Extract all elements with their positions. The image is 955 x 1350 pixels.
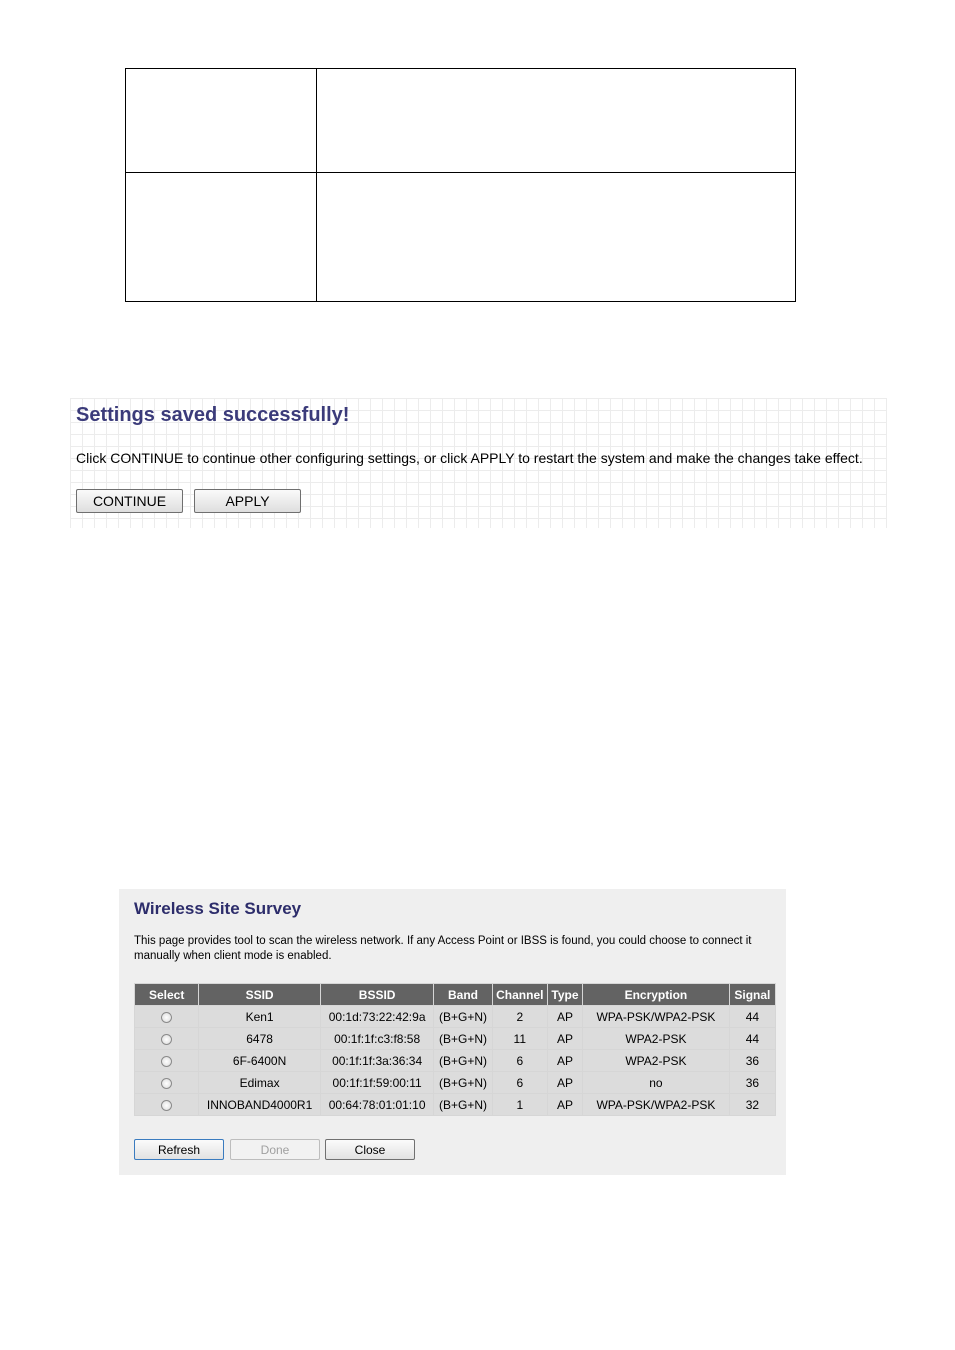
bssid-cell: 00:1f:1f:59:00:11 xyxy=(321,1072,434,1093)
table-row xyxy=(135,1050,775,1071)
band-cell: (B+G+N) xyxy=(434,1050,491,1071)
signal-cell: 44 xyxy=(730,1006,775,1027)
select-cell xyxy=(135,1050,198,1071)
table-row xyxy=(135,1006,775,1027)
encryption-cell: WPA-PSK/WPA2-PSK xyxy=(583,1006,729,1027)
channel-cell: 2 xyxy=(493,1006,547,1027)
ssid-cell: Ken1 xyxy=(199,1006,320,1027)
select-cell xyxy=(135,1094,198,1115)
bssid-cell: 00:1f:1f:3a:36:34 xyxy=(321,1050,434,1071)
table-row xyxy=(135,1028,775,1049)
empty-cell xyxy=(317,173,796,302)
signal-cell: 36 xyxy=(730,1072,775,1093)
select-radio[interactable] xyxy=(161,1034,172,1045)
bssid-cell: 00:1d:73:22:42:9a xyxy=(321,1006,434,1027)
encryption-cell: WPA2-PSK xyxy=(583,1050,729,1071)
column-header-ssid: SSID xyxy=(199,984,320,1005)
select-radio[interactable] xyxy=(161,1012,172,1023)
survey-description: This page provides tool to scan the wireless network. If any Access Point or IBSS is found, you could choose to connect it manually when client mode is enabled. xyxy=(134,935,752,962)
encryption-cell: WPA-PSK/WPA2-PSK xyxy=(583,1094,729,1115)
bssid-cell: 00:1f:1f:c3:f8:58 xyxy=(321,1028,434,1049)
site-survey-table xyxy=(134,983,776,1116)
ssid-cell: Edimax xyxy=(199,1072,320,1093)
empty-cell xyxy=(317,69,796,173)
channel-cell: 1 xyxy=(493,1094,547,1115)
column-header-bssid: BSSID xyxy=(321,984,434,1005)
close-button[interactable]: Close xyxy=(325,1139,415,1160)
band-cell: (B+G+N) xyxy=(434,1072,491,1093)
empty-table-row xyxy=(126,173,796,302)
channel-cell: 11 xyxy=(493,1028,547,1049)
encryption-cell: WPA2-PSK xyxy=(583,1028,729,1049)
table-row xyxy=(135,1094,775,1115)
table-row xyxy=(135,1072,775,1093)
type-cell: AP xyxy=(548,1050,582,1071)
done-button[interactable]: Done xyxy=(230,1139,320,1160)
continue-button[interactable]: CONTINUE xyxy=(76,489,183,513)
refresh-button[interactable]: Refresh xyxy=(134,1139,224,1160)
settings-saved-message: Click CONTINUE to continue other configuring settings, or click APPLY to restart the system and make the changes take effect. xyxy=(76,450,863,466)
ssid-cell: 6F-6400N xyxy=(199,1050,320,1071)
wireless-site-survey-panel xyxy=(119,889,786,1175)
channel-cell: 6 xyxy=(493,1072,547,1093)
bssid-cell: 00:64:78:01:01:10 xyxy=(321,1094,434,1115)
select-radio[interactable] xyxy=(161,1100,172,1111)
select-radio[interactable] xyxy=(161,1078,172,1089)
apply-button[interactable]: APPLY xyxy=(194,489,301,513)
column-header-signal: Signal xyxy=(730,984,775,1005)
empty-table-row xyxy=(126,69,796,173)
empty-info-table xyxy=(125,68,796,302)
select-cell xyxy=(135,1072,198,1093)
select-cell xyxy=(135,1006,198,1027)
type-cell: AP xyxy=(548,1028,582,1049)
signal-cell: 44 xyxy=(730,1028,775,1049)
ssid-cell: 6478 xyxy=(199,1028,320,1049)
type-cell: AP xyxy=(548,1072,582,1093)
column-header-band: Band xyxy=(434,984,491,1005)
encryption-cell: no xyxy=(583,1072,729,1093)
type-cell: AP xyxy=(548,1094,582,1115)
band-cell: (B+G+N) xyxy=(434,1094,491,1115)
band-cell: (B+G+N) xyxy=(434,1006,491,1027)
settings-saved-title: Settings saved successfully! xyxy=(76,404,350,426)
select-cell xyxy=(135,1028,198,1049)
channel-cell: 6 xyxy=(493,1050,547,1071)
band-cell: (B+G+N) xyxy=(434,1028,491,1049)
type-cell: AP xyxy=(548,1006,582,1027)
column-header-type: Type xyxy=(548,984,582,1005)
empty-cell xyxy=(126,173,317,302)
table-header-row xyxy=(135,984,775,1005)
column-header-channel: Channel xyxy=(493,984,547,1005)
signal-cell: 32 xyxy=(730,1094,775,1115)
column-header-select: Select xyxy=(135,984,198,1005)
settings-saved-panel xyxy=(70,398,887,528)
ssid-cell: INNOBAND4000R1 xyxy=(199,1094,320,1115)
column-header-encryption: Encryption xyxy=(583,984,729,1005)
select-radio[interactable] xyxy=(161,1056,172,1067)
signal-cell: 36 xyxy=(730,1050,775,1071)
survey-title: Wireless Site Survey xyxy=(134,899,302,918)
empty-cell xyxy=(126,69,317,173)
